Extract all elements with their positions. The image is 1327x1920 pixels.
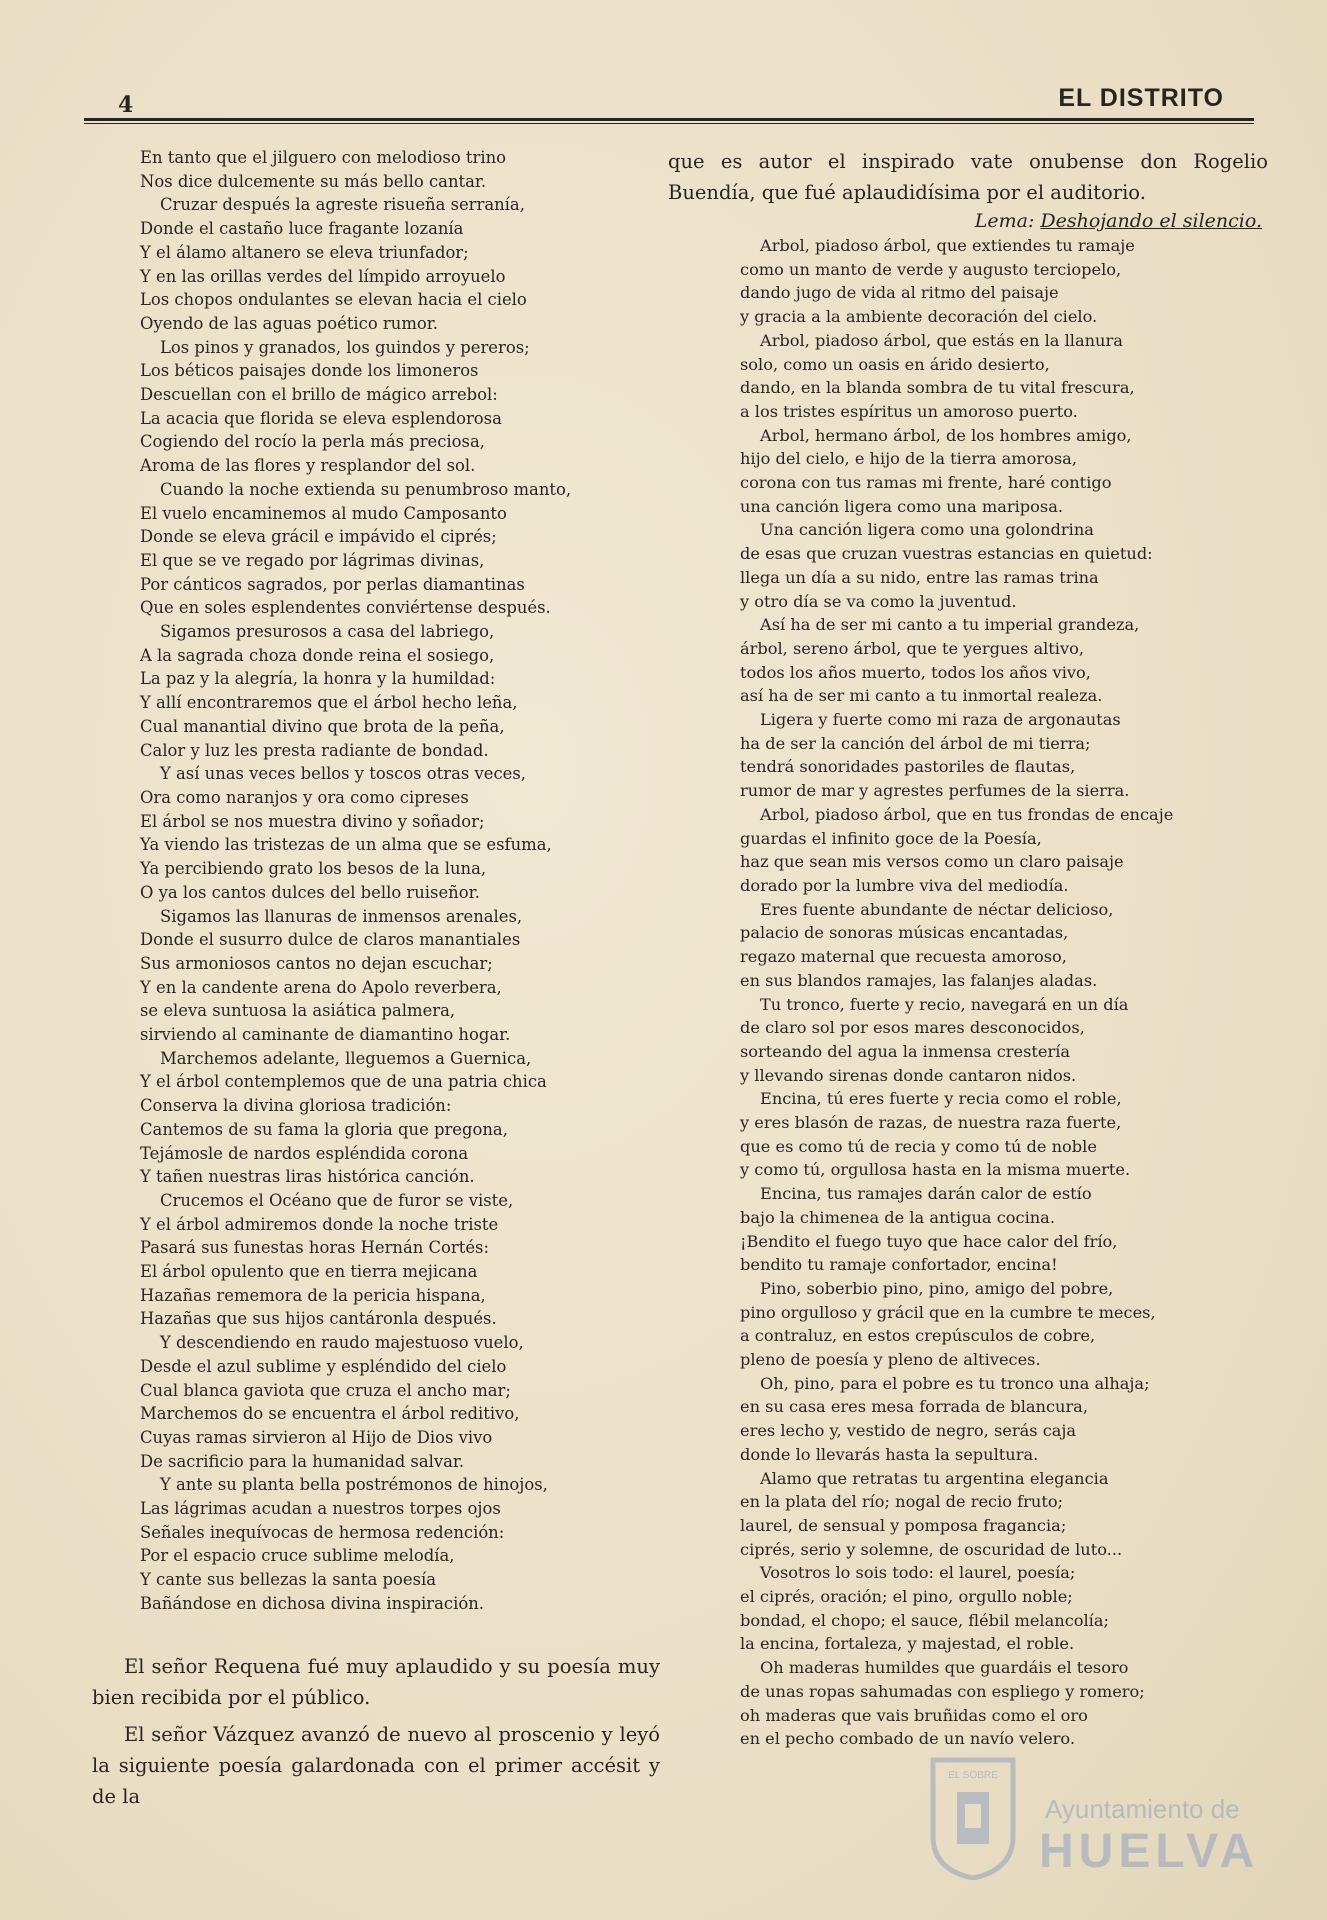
poem-line: llega un día a su nido, entre las ramas trina [740,567,1099,587]
poem-line: a contraluz, en estos crepúsculos de cobre, [740,1326,1096,1346]
poem-line: Cuando la noche extienda su penumbroso manto, [160,479,572,499]
right-poem [740,234,1270,1751]
poem-line: Ora como naranjos y ora como cipreses [140,787,469,807]
poem-line: a los tristes espíritus un amoroso puerto. [740,401,1078,421]
poem-line: ciprés, serio y solemne, de oscuridad de luto... [740,1539,1123,1559]
poem-line: Por el espacio cruce sublime melodía, [140,1546,455,1566]
poem-line: laurel, de sensual y pomposa fragancia; [740,1515,1067,1535]
poem-line: como un manto de verde y augusto terciopelo, [740,259,1122,279]
poem-line: Y ante su planta bella postrémonos de hinojos, [160,1475,548,1495]
poem-line: Y tañen nuestras liras histórica canción. [140,1167,475,1187]
poem-line: Marchemos do se encuentra el árbol reditivo, [140,1404,520,1424]
poem-line: palacio de sonoras músicas encantadas, [740,923,1069,943]
poem-line: Cuyas ramas sirvieron al Hijo de Dios vivo [140,1427,493,1447]
poem-line: Alamo que retratas tu argentina elegancia [760,1468,1109,1488]
poem-line: hijo del cielo, e hijo de la tierra amorosa, [740,449,1077,469]
poem-line: Los béticos paisajes donde los limoneros [140,361,479,381]
poem-line: Nos dice dulcemente su más bello cantar. [140,171,487,191]
poem-line: Donde el susurro dulce de claros manantiales [140,930,521,950]
poem-line: Arbol, piadoso árbol, que estás en la llanura [760,330,1123,350]
poem-line: sorteando del agua la inmensa crestería [740,1041,1071,1061]
poem-line: Y el árbol contemplemos que de una patria chica [140,1072,547,1092]
poem-line: El que se ve regado por lágrimas divinas, [140,550,485,570]
poem-line: Encina, tus ramajes darán calor de estío [760,1184,1092,1204]
header-rule-thin [84,123,1254,124]
poem-line: pleno de poesía y pleno de altiveces. [740,1350,1041,1370]
poem-line: Aroma de las flores y resplandor del sol. [140,456,476,476]
poem-line: Marchemos adelante, lleguemos a Guernica, [160,1048,532,1068]
poem-line: Descuellan con el brillo de mágico arrebol: [140,385,498,405]
watermark-line1: Ayuntamiento de [1045,1794,1240,1824]
poem-line: bondad, el chopo; el sauce, flébil melancolía; [740,1610,1109,1630]
poem-line: Donde el castaño luce fragante lozanía [140,219,464,239]
poem-motto [680,210,1262,232]
poem-line: así ha de ser mi canto a tu inmortal realeza. [740,686,1103,706]
poem-line: haz que sean mis versos como un claro paisaje [740,852,1124,872]
poem-line: eres lecho y, vestido de negro, serás caja [740,1421,1077,1441]
poem-line: Hazañas rememora de la pericia hispana, [140,1285,486,1305]
poem-line: Ya viendo las tristezas de un alma que se esfuma, [140,835,552,855]
poem-line: De sacrificio para la humanidad salvar. [140,1451,465,1471]
poem-line: En tanto que el jilguero con melodioso trino [140,148,506,167]
right-prose-block [668,146,1268,208]
watermark-line2: HUELVA [1039,1825,1260,1878]
coat-of-arms-icon [927,1752,1019,1880]
poem-line: Sigamos presurosos a casa del labriego, [160,622,495,642]
poem-line: y gracia a la ambiente decoración del cielo. [740,307,1098,327]
poem-line: Oh, pino, para el pobre es tu tronco una alhaja; [760,1373,1150,1393]
poem-line: Pino, soberbio pino, pino, amigo del pobre, [760,1278,1114,1298]
shield-text: EL SOBRE [948,1770,998,1781]
poem-line: Una canción ligera como una golondrina [760,520,1094,540]
poem-line: Desde el azul sublime y espléndido del cielo [140,1356,507,1376]
poem-line: árbol, sereno árbol, que te yergues altivo, [740,638,1085,658]
poem-line: Donde se eleva grácil e impávido el ciprés; [140,527,497,547]
poem-line: Pasará sus funestas horas Hernán Cortés: [140,1238,489,1258]
poem-line: la encina, fortaleza, y majestad, el roble. [740,1634,1075,1654]
poem-line: oh maderas que vais bruñidas como el oro [740,1705,1088,1725]
poem-line: Sigamos las llanuras de inmensos arenales, [160,906,523,926]
poem-line: El vuelo encaminemos al mudo Camposanto [140,503,507,523]
left-prose-block [92,1651,660,1812]
poem-line: Oyendo de las aguas poético rumor. [140,313,438,333]
poem-line: y eres blasón de razas, de nuestra raza fuerte, [740,1113,1122,1133]
poem-line: el ciprés, oración; el pino, orgullo noble; [740,1587,1073,1607]
poem-line: rumor de mar y agrestes perfumes de la sierra. [740,781,1130,801]
poem-line: Cogiendo del rocío la perla más preciosa, [140,432,485,452]
poem-line: en la plata del río; nogal de recio fruto; [740,1492,1064,1512]
poem-line: sirviendo al caminante de diamantino hogar. [140,1025,511,1045]
poem-line: Y así unas veces bellos y toscos otras veces, [160,764,526,784]
poem-line: Arbol, hermano árbol, de los hombres amigo, [760,425,1132,445]
prose-paragraph: que es autor el inspirado vate onubense don Rogelio Buendía, que fué aplaudidísima por el auditorio. [668,150,1268,204]
poem-line: regazo maternal que recuesta amoroso, [740,947,1067,967]
poem-line: Arbol, piadoso árbol, que en tus frondas de encaje [760,804,1174,824]
poem-line: Conserva la divina gloriosa tradición: [140,1096,452,1116]
poem-line: Ligera y fuerte como mi raza de argonautas [760,710,1121,730]
poem-line: y llevando sirenas donde cantaron nidos. [740,1065,1077,1085]
poem-line: El árbol opulento que en tierra mejicana [140,1262,478,1282]
poem-line: en su casa eres mesa forrada de blancura, [740,1397,1088,1417]
poem-line: Cual blanca gaviota que cruza el ancho mar; [140,1380,511,1400]
poem-line: Las lágrimas acudan a nuestros torpes ojos [140,1499,501,1519]
poem-line: de claro sol por esos mares desconocidos, [740,1018,1085,1038]
poem-line: que es como tú de recia y como tú de noble [740,1136,1097,1156]
poem-line: todos los años muerto, todos los años vivo, [740,662,1091,682]
poem-line: bendito tu ramaje confortador, encina! [740,1255,1058,1275]
motto-label: Lema: [974,210,1035,232]
poem-line: donde lo llevarás hasta la sepultura. [740,1444,1039,1464]
poem-line: Calor y luz les presta radiante de bondad. [140,740,489,760]
poem-line: ha de ser la canción del árbol de mi tierra; [740,733,1091,753]
poem-line: Hazañas que sus hijos cantáronla después. [140,1309,497,1329]
poem-line: dando jugo de vida al ritmo del paisaje [740,283,1059,303]
poem-line: O ya los cantos dulces del bello ruiseñor. [140,882,480,902]
poem-line: solo, como un oasis en árido desierto, [740,354,1050,374]
poem-line: Y en las orillas verdes del límpido arroyuelo [140,266,506,286]
poem-line: en el pecho combado de un navío velero. [740,1729,1076,1749]
poem-line: El árbol se nos muestra divino y soñador; [140,811,485,831]
poem-line: Arbol, piadoso árbol, que extiendes tu ramaje [760,236,1135,255]
huelva-watermark [927,1752,1287,1882]
prose-paragraph: El señor Vázquez avanzó de nuevo al proscenio y leyó la siguiente poesía galardonada con el primer accésit y de la [92,1723,660,1808]
poem-line: bajo la chimenea de la antigua cocina. [740,1207,1055,1227]
poem-line: Tu tronco, fuerte y recio, navegará en un día [760,994,1129,1014]
poem-line: Que en soles esplendentes conviértense después. [140,598,551,618]
poem-line: Encina, tú eres fuerte y recia como el roble, [760,1089,1122,1109]
prose-paragraph: El señor Requena fué muy aplaudido y su poesía muy bien recibida por el público. [92,1655,660,1709]
poem-line: Por cánticos sagrados, por perlas diamantinas [140,574,525,594]
poem-line: Y en la candente arena do Apolo reverbera, [140,977,502,997]
poem-line: de esas que cruzan vuestras estancias en quietud: [740,544,1153,564]
poem-line: guardas el infinito goce de la Poesía, [740,828,1042,848]
poem-line: La acacia que florida se eleva esplendorosa [140,408,502,428]
journal-name: EL DISTRITO [1058,84,1224,112]
poem-line: Cruzar después la agreste risueña serranía, [160,195,525,215]
poem-line: pino orgulloso y grácil que en la cumbre te meces, [740,1302,1156,1322]
poem-line: Crucemos el Océano que de furor se viste, [160,1190,514,1210]
poem-line: Bañándose en dichosa divina inspiración. [140,1593,484,1613]
poem-line: de unas ropas sahumadas con espliego y romero; [740,1681,1145,1701]
poem-line: Los chopos ondulantes se elevan hacia el cielo [140,290,527,310]
poem-line: Oh maderas humildes que guardáis el tesoro [760,1658,1129,1678]
poem-line: Y descendiendo en raudo majestuoso vuelo, [160,1333,524,1353]
poem-line: A la sagrada choza donde reina el sosiego, [140,645,495,665]
poem-line: se eleva suntuosa la asiática palmera, [140,1001,456,1021]
poem-line: una canción ligera como una mariposa. [740,496,1064,516]
poem-line: Sus armoniosos cantos no dejan escuchar; [140,953,493,973]
poem-line: en sus blandos ramajes, las falanjes aladas. [740,970,1098,990]
header-rule-thick [84,118,1254,121]
poem-line: Y el álamo altanero se eleva triunfador; [140,242,469,262]
motto-title: Deshojando el silencio. [1040,210,1262,232]
poem-line: La paz y la alegría, la honra y la humildad: [140,669,496,689]
right-column [668,146,1270,1751]
poem-line: Tejámosle de nardos espléndida corona [140,1143,469,1163]
poem-line: Cual manantial divino que brota de la peña, [140,716,505,736]
poem-line: Señales inequívocas de hermosa redención: [140,1522,505,1542]
poem-line: Los pinos y granados, los guindos y pereros; [160,337,530,357]
poem-line: dando, en la blanda sombra de tu vital frescura, [740,378,1135,398]
poem-line: Y allí encontraremos que el árbol hecho leña, [140,693,518,713]
page-number: 4 [118,92,134,118]
left-poem-column [140,146,620,1616]
poem-line: y otro día se va como la juventud. [740,591,1017,611]
poem-line: corona con tus ramas mi frente, haré contigo [740,473,1112,493]
poem-line: dorado por la lumbre viva del mediodía. [740,875,1069,895]
poem-line: tendrá sonoridades pastoriles de flautas, [740,757,1076,777]
poem-line: Eres fuente abundante de néctar delicioso, [760,899,1114,919]
poem-line: Así ha de ser mi canto a tu imperial grandeza, [760,615,1140,635]
poem-line: ¡Bendito el fuego tuyo que hace calor del frío, [740,1231,1118,1251]
poem-line: Cantemos de su fama la gloria que pregona, [140,1119,508,1139]
poem-line: Ya percibiendo grato los besos de la luna, [140,859,487,879]
poem-line: Vosotros lo sois todo: el laurel, poesía; [760,1563,1076,1583]
poem-line: Y el árbol admiremos donde la noche triste [140,1214,499,1234]
poem-line: Y cante sus bellezas la santa poesía [140,1570,437,1590]
poem-line: y como tú, orgullosa hasta en la misma muerte. [740,1160,1131,1180]
